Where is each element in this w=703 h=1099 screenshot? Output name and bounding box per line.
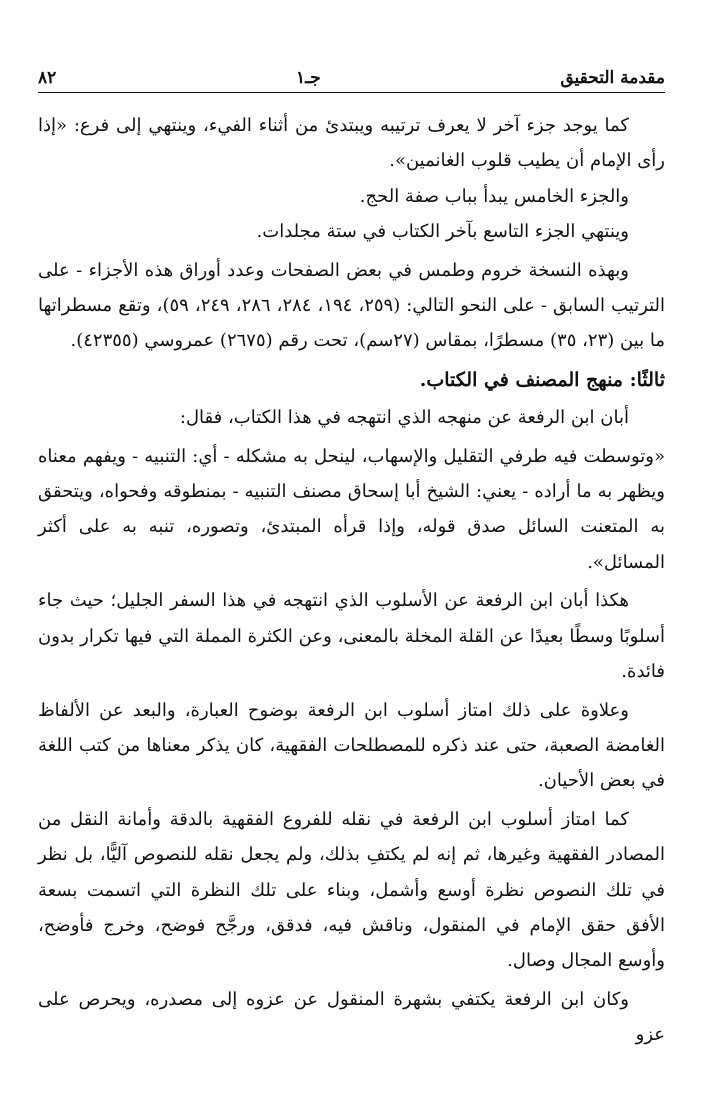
- paragraph-1: كما يوجد جزء آخر لا يعرف ترتيبه ويبتدئ من أثناء الفيء، وينتهي إلى فرع: «إذا رأى الإمام أن يطيب قلوب الغانمين».: [38, 115, 665, 172]
- page-number: ٨٢: [38, 68, 57, 88]
- paragraph-3: وينتهي الجزء التاسع بآخر الكتاب في ستة مجلدات.: [256, 221, 629, 243]
- quote-paragraph: «وتوسطت فيه طرفي التقليل والإسهاب، لينحل به مشكله - أي: التنبيه - ويفهم معناه ويظهر به ما أراده - يعني: الشيخ أبا إسحاق مصنف التنبيه - بمنطوقه وفحواه، ويتحقق به المتعنت السائل صدق قوله، وإذا قرأه المبتدئ، وتصوره، تنبه به على أكثر المسائل».: [38, 445, 665, 573]
- section-title: مقدمة التحقيق: [560, 68, 665, 88]
- paragraph-9: كما امتاز أسلوب ابن الرفعة في نقله للفروع الفقهية بالدقة وأمانة النقل من المصادر الفقهية وغيرها، ثم إنه لم يكتفِ بذلك، ولم يجعل نقله للنصوص آليًّا، بل نظر في تلك النصوص نظرة أوسع وأشمل، وبناء على تلك النظرة التي اتسمت بسعة الأفق حقق الإمام في المنقول، وناقش فيه، فدقق، ورجَّح فوضح، وخرج فأوضح، وأوسع المجال وصال.: [38, 808, 665, 972]
- page-header: [38, 58, 665, 93]
- paragraph-10: وكان ابن الرفعة يكتفي بشهرة المنقول عن عزوه إلى مصدره، ويحرص على عزو: [38, 988, 665, 1046]
- paragraph-7: هكذا أبان ابن الرفعة عن الأسلوب الذي انتهجه في هذا السفر الجليل؛ حيث جاء أسلوبًا وسطًا بعيدًا عن القلة المخلة بالمعنى، وعن الكثرة المملة التي فيها تكرار بدون فائدة.: [38, 590, 665, 683]
- paragraph-4: وبهذه النسخة خروم وطمس في بعض الصفحات وعدد أوراق هذه الأجزاء - على الترتيب السابق - على النحو التالي: (٢٥٩، ١٩٤، ٢٨٤، ٢٨٦، ٢٤٩، ٥٩)، وتقع مسطراتها ما بين (٢٣، ٣٥) مسطرًا، بمقاس (٢٧سم)، تحت رقم (٢٦٧٥) عمروسي (٤٢٣٥٥).: [38, 259, 666, 352]
- page-body: [38, 108, 665, 1053]
- section-heading: ثالثًا: منهج المصنف في الكتاب.: [419, 368, 665, 391]
- volume-number: جـ١: [295, 68, 321, 88]
- paragraph-8: وعلاوة على ذلك امتاز أسلوب ابن الرفعة بوضوح العبارة، والبعد عن الألفاظ الغامضة الصعبة، حتى عند ذكره للمصطلحات الفقهية، كان يذكر معناها من كتب اللغة في بعض الأحيان.: [38, 699, 665, 792]
- paragraph-2: والجزء الخامس يبدأ بباب صفة الحج.: [359, 185, 629, 207]
- paragraph-5: أبان ابن الرفعة عن منهجه الذي انتهجه في هذا الكتاب، فقال:: [179, 407, 629, 429]
